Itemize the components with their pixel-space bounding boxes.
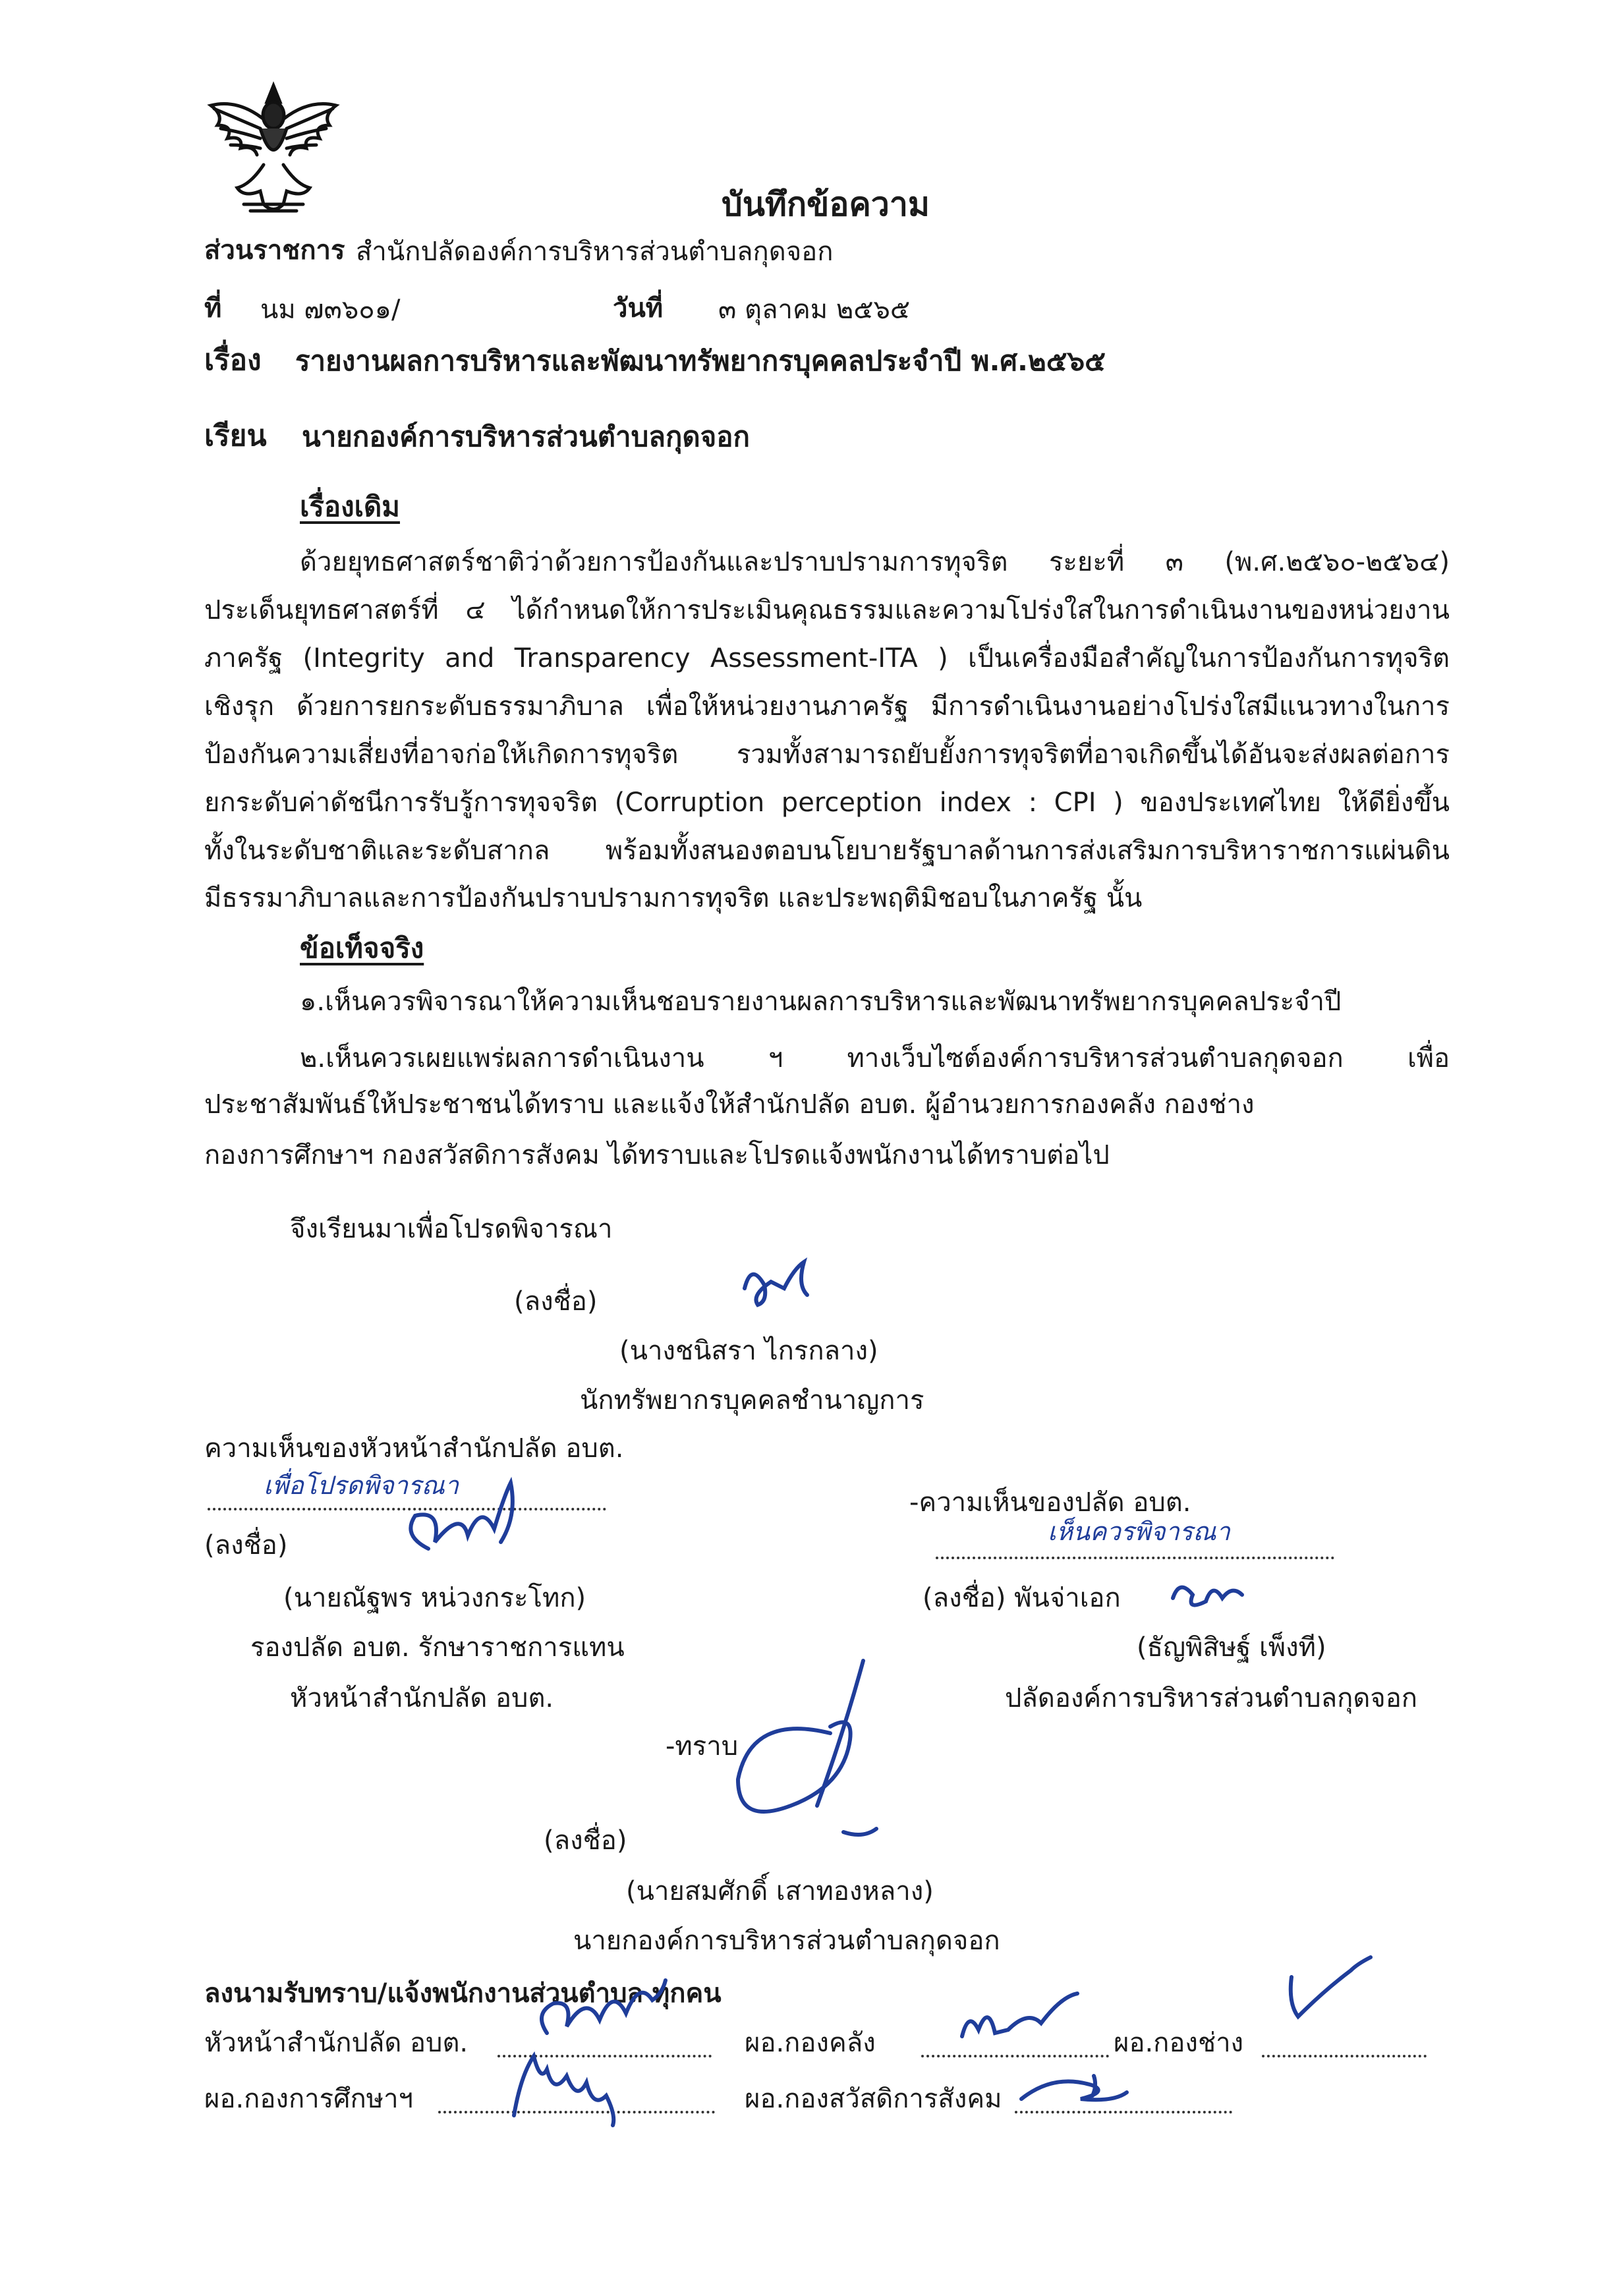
head-position-1: รองปลัด อบต. รักษาราชการแทน <box>250 1632 625 1663</box>
mayor-signature <box>712 1654 923 1852</box>
background-heading: เรื่องเดิม <box>300 490 400 523</box>
ack-engineering-line <box>1262 2055 1427 2057</box>
ack-engineering-signature <box>1278 1951 1384 2030</box>
ref-value: นม ๗๓๖๐๑/ <box>260 295 401 325</box>
ack-finance-label: ผอ.กองคลัง <box>745 2028 876 2058</box>
author-position: นักทรัพยากรบุคคลชำนาญการ <box>580 1385 924 1416</box>
memo-title: บันทึกข้อความ <box>722 185 930 223</box>
closing-text: จึงเรียนมาเพื่อโปรดพิจารณา <box>290 1214 613 1244</box>
background-line: มีธรรมาภิบาลและการป้องกันปราบปรามการทุจริต และประพฤติมิชอบในภาครัฐ นั้น <box>204 883 1143 913</box>
mayor-position: นายกองค์การบริหารส่วนตำบลกุดจอก <box>573 1926 1000 1956</box>
to-label: เรียน <box>204 419 267 453</box>
facts-line: ประชาสัมพันธ์ให้ประชาชนได้ทราบ และแจ้งให้สำนักปลัด อบต. ผู้อำนวยการกองคลัง กองช่าง <box>204 1089 1255 1120</box>
ack-head-signature <box>527 1967 679 2046</box>
acknowledgement-heading: ลงนามรับทราบ/แจ้งพนักงานส่วนตำบล ทุกคน <box>204 1978 722 2009</box>
ack-education-signature <box>501 2043 626 2129</box>
date-value: ๓ ตุลาคม ๒๕๖๕ <box>718 295 911 325</box>
background-line: ทั้งในระดับชาติและระดับสากล พร้อมทั้งสนองตอบนโยบายรัฐบาลด้านการส่งเสริมการบริหาราชการแผ่นดิน <box>204 836 1450 866</box>
head-sign-label: (ลงชื่อ) <box>204 1530 288 1561</box>
background-line: ป้องกันความเสี่ยงที่อาจก่อให้เกิดการทุจริต รวมทั้งสามารถยับยั้งการทุจริตที่อาจเกิดขึ้นได้อันจะส่งผลต่อการ <box>204 739 1450 770</box>
palad-name: (ธัญพิสิษฐ์ เพ็งที) <box>1137 1632 1326 1663</box>
background-line: ภาครัฐ (Integrity and Transparency Assessment-ITA ) เป็นเครื่องมือสำคัญในการป้องกันการทุจริต <box>204 643 1450 674</box>
facts-line: ๒.เห็นควรเผยแพร่ผลการดำเนินงาน ฯ ทางเว็บไซต์องค์การบริหารส่วนตำบลกุดจอก เพื่อ <box>300 1043 1450 1074</box>
author-name: (นางชนิสรา ไกรกลาง) <box>619 1336 878 1366</box>
date-label: วันที่ <box>613 293 664 324</box>
ack-welfare-signature <box>1015 2066 1133 2112</box>
palad-opinion-label: -ความเห็นของปลัด อบต. <box>909 1487 1191 1518</box>
subject-value: รายงานผลการบริหารและพัฒนาทรัพยากรบุคคลประจำปี พ.ศ.๒๕๖๕ <box>295 345 1106 377</box>
ack-finance-signature <box>949 1984 1087 2053</box>
palad-signature <box>1166 1565 1252 1624</box>
acknowledge-text: -ทราบ <box>666 1731 739 1762</box>
subject-label: เรื่อง <box>204 343 262 377</box>
facts-line: กองการศึกษาฯ กองสวัสดิการสังคม ได้ทราบและโปรดแจ้งพนักงานได้ทราบต่อไป <box>204 1140 1110 1170</box>
facts-line: ๑.เห็นควรพิจารณาให้ความเห็นชอบรายงานผลการบริหารและพัฒนาทรัพยากรบุคคลประจำปี <box>300 987 1342 1017</box>
head-name: (นายณัฐพร หน่วงกระโทก) <box>283 1583 586 1613</box>
author-sign-label: (ลงชื่อ) <box>514 1286 598 1317</box>
palad-opinion-text: เห็นควรพิจารณา <box>1048 1517 1230 1546</box>
background-line: ประเด็นยุทธศาสตร์ที่ ๔ ได้กำหนดให้การประเมินคุณธรรมและความโปร่งใสในการดำเนินงานของหน่วยงาน <box>204 595 1450 625</box>
to-value: นายกองค์การบริหารส่วนตำบลกุดจอก <box>302 420 750 453</box>
author-signature <box>731 1249 830 1318</box>
agency-label: ส่วนราชการ <box>204 235 345 266</box>
palad-opinion-line <box>936 1557 1334 1559</box>
ack-finance-line <box>921 2055 1109 2057</box>
ack-welfare-label: ผอ.กองสวัสดิการสังคม <box>745 2084 1002 2114</box>
palad-position: ปลัดองค์การบริหารส่วนตำบลกุดจอก <box>1005 1683 1417 1713</box>
head-opinion-label: ความเห็นของหัวหน้าสำนักปลัด อบต. <box>204 1433 624 1464</box>
agency-value: สำนักปลัดองค์การบริหารส่วนตำบลกุดจอก <box>356 237 834 267</box>
palad-sign-label: (ลงชื่อ) พันจ่าเอก <box>923 1583 1121 1613</box>
ref-label: ที่ <box>204 293 222 324</box>
mayor-name: (นายสมศักดิ์ เสาทองหลาง) <box>626 1876 934 1907</box>
head-position-2: หัวหน้าสำนักปลัด อบต. <box>290 1683 554 1713</box>
ack-education-label: ผอ.กองการศึกษาฯ <box>204 2084 414 2114</box>
mayor-sign-label: (ลงชื่อ) <box>544 1825 627 1856</box>
background-line: ยกระดับค่าดัชนีการรับรู้การทุจจริต (Corruption perception index : CPI ) ของประเทศไทย ให้ดียิ่งขึ้น <box>204 788 1450 818</box>
head-opinion-text: เพื่อโปรดพิจารณา <box>264 1471 459 1500</box>
head-signature <box>389 1470 540 1555</box>
garuda-emblem-icon <box>198 79 349 221</box>
background-line: ด้วยยุทธศาสตร์ชาติว่าด้วยการป้องกันและปราบปรามการทุจริต ระยะที่ ๓ (พ.ศ.๒๕๖๐-๒๕๖๔) <box>300 547 1450 577</box>
background-line: เชิงรุก ด้วยการยกระดับธรรมาภิบาล เพื่อให้หน่วยงานภาครัฐ มีการดำเนินงานอย่างโปร่งใสมีแนวทางในการ <box>204 691 1450 722</box>
ack-engineering-label: ผอ.กองช่าง <box>1114 2028 1244 2058</box>
facts-heading: ข้อเท็จจริง <box>300 932 424 964</box>
ack-head-label: หัวหน้าสำนักปลัด อบต. <box>204 2028 469 2058</box>
